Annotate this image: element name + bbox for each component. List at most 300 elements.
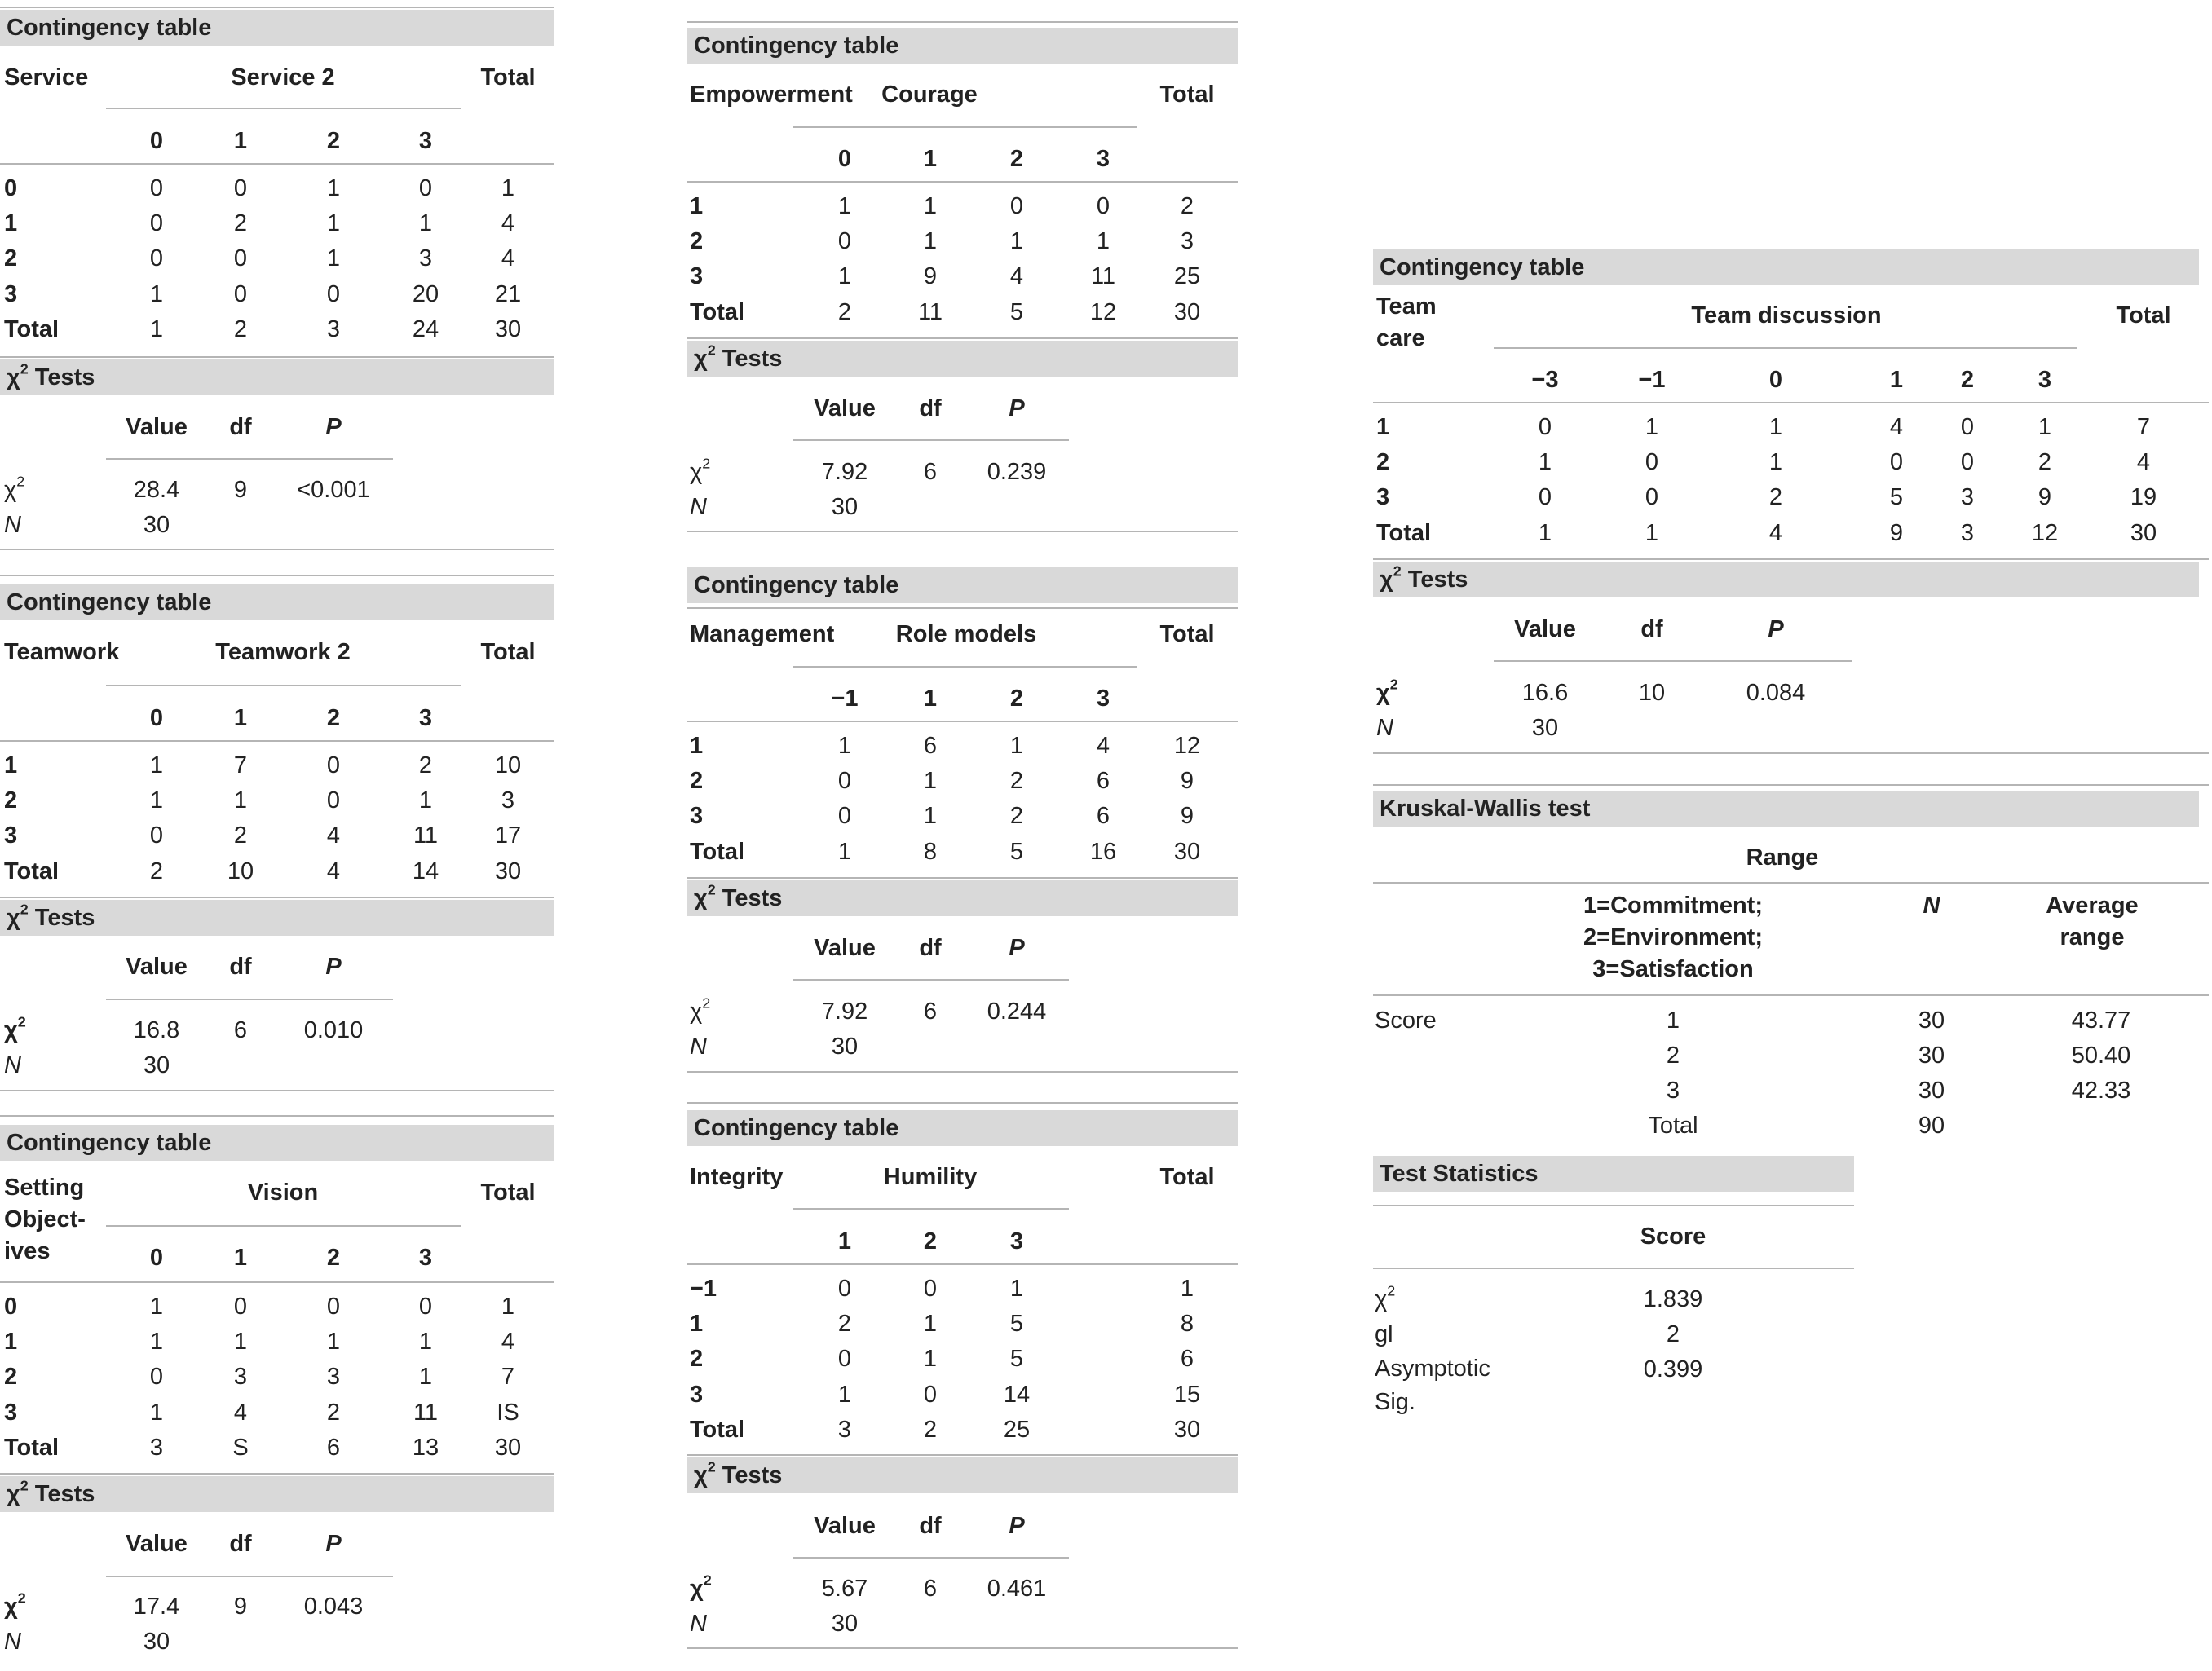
cell: 2	[233, 316, 248, 342]
row-total: 4	[501, 1329, 515, 1355]
value-header: Value	[126, 954, 188, 980]
asymptotic-sig-label: Asymptotic Sig.	[1375, 1356, 1490, 1415]
total-header: Total	[1159, 1164, 1215, 1190]
degrees-of-freedom: 6	[923, 459, 938, 485]
rule	[1373, 1205, 1854, 1206]
cell: 0	[1009, 193, 1024, 219]
cell: 1	[1768, 414, 1783, 440]
n-value: 30	[1918, 1007, 1945, 1034]
n-label: N	[4, 1052, 21, 1078]
cell: 5	[1889, 484, 1904, 510]
cell: 0	[149, 1364, 164, 1390]
row-total: 6	[1180, 1346, 1194, 1372]
cell: 1	[923, 193, 938, 219]
average-range-value: 42.33	[2071, 1078, 2131, 1104]
cell: 1	[418, 787, 433, 813]
n-value: 30	[831, 1611, 859, 1637]
chi-square-value: 28.4	[133, 477, 180, 503]
rule	[1494, 660, 1852, 662]
column-category: 1	[233, 128, 248, 154]
bottom-rule	[687, 1647, 1238, 1649]
column-category: 1	[837, 1228, 852, 1254]
column-category: 0	[1768, 367, 1783, 393]
table-title: Contingency table	[0, 584, 554, 620]
total-header: Total	[480, 64, 536, 90]
row-label: Total	[4, 858, 60, 884]
test-statistics-table	[1373, 1153, 1854, 1430]
cell: 12	[1089, 299, 1117, 325]
row-total: 1	[501, 1294, 515, 1320]
column-category: 1	[1889, 367, 1904, 393]
cell: 0	[149, 175, 164, 201]
cell: 2	[2038, 449, 2052, 475]
cell: 0	[149, 210, 164, 236]
gl-label: gl	[1375, 1321, 1393, 1347]
rule	[106, 458, 393, 460]
row-label: 2	[4, 787, 18, 813]
asymptotic-sig-value: 0.399	[1643, 1356, 1703, 1382]
row-total: 10	[494, 752, 522, 778]
row-label: Total	[690, 1417, 745, 1443]
p-header: P	[1009, 395, 1025, 421]
score-header: Score	[1640, 1223, 1706, 1250]
row-total: 30	[1173, 839, 1201, 865]
cell: 1	[326, 175, 341, 201]
chi-square-value: 7.92	[821, 459, 868, 485]
n-label: N	[690, 494, 707, 520]
cell: 6	[326, 1435, 341, 1461]
rule	[1373, 994, 2209, 996]
contingency-table-service	[0, 0, 554, 554]
column-category: 2	[326, 1245, 341, 1271]
rule	[106, 685, 461, 686]
rule	[687, 877, 1238, 879]
cell: 1	[923, 803, 938, 829]
rule	[1373, 882, 2209, 884]
rule	[793, 439, 1069, 441]
row-label: Total	[4, 316, 60, 342]
average-range-value: 50.40	[2071, 1043, 2131, 1069]
row-variable-label: Integrity	[690, 1164, 784, 1190]
rule	[0, 163, 554, 165]
row-label: 2	[690, 1346, 704, 1372]
table-title: Contingency table	[687, 1110, 1238, 1146]
row-label: Total	[4, 1435, 60, 1461]
cell: 0	[326, 281, 341, 307]
row-total: 2	[1180, 193, 1194, 219]
p-header: P	[1009, 935, 1025, 961]
row-total: 4	[501, 245, 515, 271]
row-total: 30	[494, 858, 522, 884]
row-label: 2	[690, 768, 704, 794]
cell: 4	[326, 822, 341, 849]
total-header: Total	[480, 1179, 536, 1206]
column-variable-label: Humility	[883, 1164, 978, 1190]
average-header-line: range	[2060, 924, 2125, 950]
table-title: Contingency table	[0, 1125, 554, 1161]
cell: 1	[149, 787, 164, 813]
chi-square-label: $\chi^2$	[690, 455, 711, 485]
cell: 13	[412, 1435, 439, 1461]
chi-square-value: 5.67	[821, 1576, 868, 1602]
value-header: Value	[126, 1531, 188, 1557]
row-label: 2	[1376, 449, 1390, 475]
cell: 2	[233, 210, 248, 236]
rule	[793, 1557, 1069, 1559]
row-label: −1	[690, 1276, 717, 1302]
cell: 0	[1096, 193, 1110, 219]
row-label: 1	[4, 210, 18, 236]
cell: 25	[1003, 1417, 1031, 1443]
rule	[0, 356, 554, 358]
cell: 3	[326, 316, 341, 342]
chi-square-label: $\chi^2$	[4, 1589, 26, 1620]
chi-square-tests-title: $\chi^2$ Tests	[687, 880, 1238, 916]
row-total: 21	[494, 281, 522, 307]
row-label: 3	[4, 281, 18, 307]
row-total: 9	[1180, 803, 1194, 829]
cell: 1	[923, 228, 938, 254]
chi-square-tests-title: $\chi^2$ Tests	[0, 359, 554, 395]
cell: 1	[1538, 520, 1552, 546]
group-value: 3	[1666, 1078, 1680, 1104]
p-value: 0.239	[987, 459, 1047, 485]
n-value: 30	[831, 494, 859, 520]
cell: 3	[837, 1417, 852, 1443]
row-total: IS	[497, 1400, 519, 1426]
column-variable-label: Teamwork 2	[215, 639, 351, 665]
column-category: 2	[1009, 686, 1024, 712]
top-rule	[1373, 784, 2209, 786]
total-header: Total	[1159, 82, 1215, 108]
rule	[1373, 558, 2209, 560]
row-total: 9	[1180, 768, 1194, 794]
value-header: Value	[1514, 616, 1576, 642]
cell: 0	[1538, 484, 1552, 510]
p-value: 0.244	[987, 999, 1047, 1025]
chi-square-label: $\chi^2$	[690, 1572, 712, 1602]
cell: 1	[326, 245, 341, 271]
rule	[1494, 347, 2077, 349]
cell: 1	[837, 193, 852, 219]
row-label: 1	[4, 752, 18, 778]
row-total: 30	[494, 1435, 522, 1461]
cell: 1	[1645, 414, 1659, 440]
column-category: 3	[1096, 146, 1110, 172]
cell: 1	[149, 281, 164, 307]
df-header: df	[919, 1513, 942, 1539]
cell: 1	[326, 210, 341, 236]
cell: 0	[1889, 449, 1904, 475]
cell: 2	[1768, 484, 1783, 510]
cell: 0	[1645, 449, 1659, 475]
cell: 3	[149, 1435, 164, 1461]
n-label: N	[4, 512, 21, 538]
column-category: 3	[418, 705, 433, 731]
average-header-line: Average	[2046, 893, 2139, 919]
cell: 1	[233, 787, 248, 813]
degrees-of-freedom: 6	[923, 999, 938, 1025]
chi-square-tests-title: $\chi^2$ Tests	[0, 1476, 554, 1512]
contingency-table-integrity	[687, 1102, 1238, 1653]
group-value: 1	[1666, 1007, 1680, 1034]
cell: 2	[418, 752, 433, 778]
column-category: 3	[1009, 1228, 1024, 1254]
df-header: df	[229, 414, 252, 440]
cell: 1	[149, 1329, 164, 1355]
value-header: Value	[814, 935, 876, 961]
cell: 2	[837, 299, 852, 325]
p-header: P	[325, 414, 342, 440]
row-label: 1	[690, 1311, 704, 1337]
row-label: 3	[4, 1400, 18, 1426]
degrees-of-freedom: 6	[923, 1576, 938, 1602]
column-category: −1	[831, 686, 859, 712]
cell: 1	[149, 316, 164, 342]
cell: 2	[326, 1400, 341, 1426]
bottom-rule	[687, 531, 1238, 532]
cell: 1	[837, 733, 852, 759]
cell: 0	[837, 228, 852, 254]
chi-square-label: $\chi^2$	[4, 473, 25, 503]
row-total: 30	[1173, 1417, 1201, 1443]
cell: 11	[1090, 263, 1116, 289]
cell: 1	[233, 1329, 248, 1355]
column-variable-label: Vision	[247, 1179, 319, 1206]
rule	[687, 337, 1238, 339]
cell: 3	[326, 1364, 341, 1390]
row-label: Total	[690, 299, 745, 325]
cell: 1	[149, 1294, 164, 1320]
top-rule	[0, 1115, 554, 1117]
value-header: Value	[126, 414, 188, 440]
n-label: N	[690, 1611, 707, 1637]
cell: 7	[233, 752, 248, 778]
bottom-rule	[687, 1071, 1238, 1073]
rule	[0, 740, 554, 742]
degrees-of-freedom: 9	[233, 1594, 248, 1620]
n-value: 30	[143, 1052, 170, 1078]
table-title: Test Statistics	[1373, 1156, 1854, 1192]
df-header: df	[229, 954, 252, 980]
cell: 4	[1009, 263, 1024, 289]
cell: 4	[326, 858, 341, 884]
p-value: <0.001	[297, 477, 370, 503]
table-title: Kruskal-Wallis test	[1373, 791, 2199, 827]
cell: 4	[1889, 414, 1904, 440]
row-total: 8	[1180, 1311, 1194, 1337]
cell: 8	[923, 839, 938, 865]
cell: 0	[1960, 414, 1975, 440]
row-total: 30	[494, 316, 522, 342]
contingency-table-team-care	[1373, 244, 2209, 757]
table-title: Contingency table	[687, 28, 1238, 64]
cell: 9	[923, 263, 938, 289]
n-value: 30	[1918, 1043, 1945, 1069]
rule	[106, 1225, 461, 1227]
cell: 2	[1009, 768, 1024, 794]
rule	[1373, 402, 2209, 403]
rule	[793, 1208, 1069, 1210]
cell: 1	[1009, 733, 1024, 759]
cell: 0	[837, 768, 852, 794]
row-label: 1	[690, 193, 704, 219]
column-category: 0	[149, 705, 164, 731]
row-label: Total	[1376, 520, 1432, 546]
row-total: 7	[2136, 414, 2151, 440]
cell: 4	[1096, 733, 1110, 759]
chi-square-value: 16.8	[133, 1017, 180, 1043]
rule	[793, 666, 1137, 668]
cell: 1	[837, 839, 852, 865]
bottom-rule	[0, 549, 554, 550]
row-total: 4	[2136, 449, 2151, 475]
cell: 0	[149, 245, 164, 271]
row-total: 25	[1173, 263, 1201, 289]
row-total: 4	[501, 210, 515, 236]
cell: 1	[923, 768, 938, 794]
cell: 9	[2038, 484, 2052, 510]
rule	[687, 181, 1238, 183]
p-header: P	[325, 1531, 342, 1557]
cell: 3	[233, 1364, 248, 1390]
column-category: 2	[923, 1228, 938, 1254]
group-value: Total	[1648, 1113, 1698, 1139]
table-title: Contingency table	[1373, 249, 2199, 285]
row-total: 30	[2130, 520, 2157, 546]
n-label: N	[4, 1629, 21, 1655]
cell: 0	[837, 803, 852, 829]
row-total: 1	[501, 175, 515, 201]
cell: 0	[326, 1294, 341, 1320]
row-label: 2	[4, 245, 18, 271]
row-label: 3	[4, 822, 18, 849]
range-header: Range	[1746, 844, 1819, 871]
contingency-table-teamwork	[0, 575, 554, 1096]
row-total: 19	[2130, 484, 2157, 510]
cell: S	[232, 1435, 249, 1461]
p-value: 0.010	[303, 1017, 364, 1043]
df-header: df	[919, 395, 942, 421]
cell: 5	[1009, 1311, 1024, 1337]
column-category: 3	[418, 1245, 433, 1271]
n-value: 90	[1918, 1113, 1945, 1139]
cell: 6	[1096, 768, 1110, 794]
row-label: 0	[4, 1294, 18, 1320]
cell: 1	[1768, 449, 1783, 475]
rule	[106, 1576, 393, 1577]
degrees-of-freedom: 10	[1638, 680, 1666, 706]
row-total: 17	[494, 822, 522, 849]
cell: 0	[233, 281, 248, 307]
column-category: −1	[1638, 367, 1666, 393]
cell: 0	[233, 175, 248, 201]
row-label: 3	[690, 803, 704, 829]
bottom-rule	[1373, 752, 2209, 754]
p-header: P	[1009, 1513, 1025, 1539]
cell: 5	[1009, 839, 1024, 865]
column-category: 3	[418, 128, 433, 154]
rule	[0, 1281, 554, 1283]
cell: 0	[326, 752, 341, 778]
row-label: 1	[690, 733, 704, 759]
cell: 0	[233, 1294, 248, 1320]
cell: 1	[418, 210, 433, 236]
cell: 5	[1009, 1346, 1024, 1372]
chi-square-label: $\chi^2$	[690, 994, 711, 1025]
row-label: Score	[1375, 1007, 1437, 1034]
degrees-of-freedom: 6	[233, 1017, 248, 1043]
n-value: 30	[143, 512, 170, 538]
column-category: 3	[2038, 367, 2052, 393]
cell: 3	[1960, 520, 1975, 546]
column-variable-label: Team discussion	[1691, 302, 1882, 328]
group-header-line: 2=Environment;	[1583, 924, 1763, 950]
row-variable-label: Management	[690, 621, 835, 647]
total-header: Total	[480, 639, 536, 665]
cell: 0	[326, 787, 341, 813]
column-category: 2	[326, 705, 341, 731]
cell: 1	[149, 752, 164, 778]
cell: 14	[1003, 1382, 1031, 1408]
cell: 0	[418, 1294, 433, 1320]
degrees-of-freedom: 9	[233, 477, 248, 503]
cell: 2	[837, 1311, 852, 1337]
cell: 1	[149, 1400, 164, 1426]
row-label: 2	[4, 1364, 18, 1390]
table-title: Contingency table	[687, 567, 1238, 603]
cell: 1	[1096, 228, 1110, 254]
cell: 4	[233, 1400, 248, 1426]
rule	[793, 126, 1137, 128]
contingency-table-empowerment	[687, 21, 1238, 535]
group-value: 2	[1666, 1043, 1680, 1069]
column-category: 2	[1009, 146, 1024, 172]
n-label: N	[1376, 715, 1393, 741]
p-header: P	[1768, 616, 1784, 642]
chi-square-tests-title: $\chi^2$ Tests	[0, 900, 554, 936]
cell: 1	[923, 1346, 938, 1372]
rule	[1373, 1268, 1854, 1269]
value-header: Value	[814, 395, 876, 421]
column-category: 0	[837, 146, 852, 172]
average-range-value: 43.77	[2071, 1007, 2131, 1034]
column-variable-label: Courage	[881, 82, 978, 108]
cell: 0	[1538, 414, 1552, 440]
chi-square-value: 17.4	[133, 1594, 180, 1620]
contingency-table-management	[687, 562, 1238, 1076]
chi-square-tests-title: $\chi^2$ Tests	[687, 341, 1238, 377]
cell: 2	[149, 858, 164, 884]
top-rule	[687, 1102, 1238, 1104]
row-label: 1	[4, 1329, 18, 1355]
top-rule	[0, 575, 554, 576]
cell: 2	[923, 1417, 938, 1443]
row-label: 3	[1376, 484, 1390, 510]
p-value: 0.043	[303, 1594, 364, 1620]
contingency-table-setting-objectives	[0, 1115, 554, 1669]
column-category: 1	[923, 686, 938, 712]
cell: 6	[923, 733, 938, 759]
n-value: 30	[1531, 715, 1559, 741]
cell: 0	[837, 1346, 852, 1372]
column-category: 2	[326, 128, 341, 154]
n-header: N	[1923, 893, 1940, 919]
cell: 16	[1089, 839, 1117, 865]
top-rule	[0, 7, 554, 8]
cell: 11	[413, 1400, 439, 1426]
chi-square-value: 16.6	[1521, 680, 1569, 706]
